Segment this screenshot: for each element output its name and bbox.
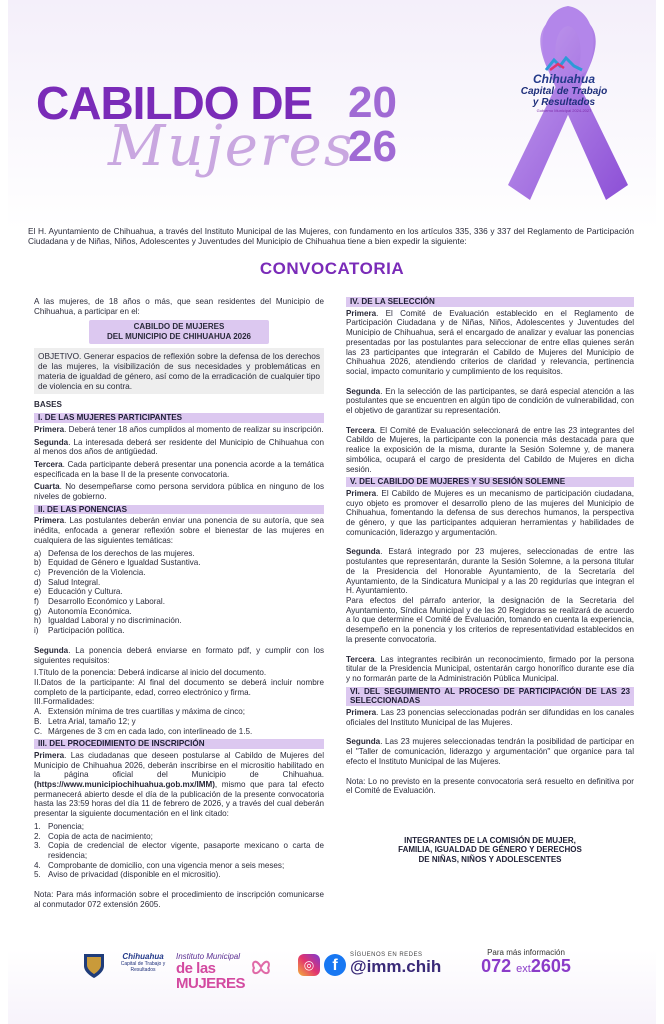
req-2: II.Datos de la participante: Al final del documento se deberá incluir nombre completo de la participante, edad, correo electrónico y firma.: [34, 677, 324, 697]
sign-line-2: FAMILIA, IGUALDAD DE GÉNERO Y DERECHOS: [398, 845, 582, 855]
logo-tagline-2: y Resultados: [532, 97, 596, 108]
bases-heading: BASES: [34, 400, 62, 410]
section-1-title: I. DE LAS MUJERES PARTICIPANTES: [34, 413, 324, 423]
objetivo-box: OBJETIVO. Generar espacios de reflexión sobre la defensa de los derechos de las mujeres, la visibilización de sus necesidades y problemáticas en materia de igualdad de género, así como de la erradicación de cualquier tipo de violencia en su contra.: [34, 348, 324, 394]
title-cabildo: CABILDO DE: [36, 77, 313, 129]
handle-text[interactable]: @imm.chih: [350, 957, 442, 976]
list-item: B. Letra Arial, tamaño 12; y: [34, 716, 136, 726]
list-item: 4. Comprobante de domicilio, con una vigencia menor a seis meses;: [34, 860, 285, 870]
info-label: Para más información: [487, 948, 565, 957]
list-item: 5. Aviso de privacidad (disponible en el micrositio).: [34, 870, 221, 880]
s2-segunda: Segunda. La ponencia deberá enviarse en formato pdf, y cumplir con los siguientes requisitos:: [34, 645, 324, 665]
logo-name: Chihuahua: [533, 72, 595, 86]
s4-segunda: Segunda. En la selección de las participantes, se dará especial atención a las postulantes que se encuentren en algún tipo de condición de vulnerabilidad, con el objetivo de garantizar su representación.: [346, 386, 634, 416]
event-title: [36, 76, 456, 186]
section-5-title: V. DEL CABILDO DE MUJERES Y SU SESIÓN SOLEMNE: [346, 477, 634, 487]
formalidades-list: [34, 707, 324, 736]
invitation: A las mujeres, de 18 años o más, que sean residentes del Municipio de Chihuahua, a participar en el:: [34, 297, 324, 316]
list-item: h) Igualdad Laboral y no discriminación.: [34, 616, 182, 626]
mountains-logo-icon: [544, 56, 584, 72]
year-top: 20: [348, 78, 397, 127]
s4-primera: Primera. El Comité de Evaluación establecido en el Reglamento de Participación Ciudadana y de Niñas, Niños, Adolescentes y Juventudes del Municipio de Chihuahua, será el encargado de analizar y evaluar las ponencias presentadas por las postulantes para seleccionar de entre ellas quienes serán las 23 participantes que integrarán el Cabildo de Mujeres del Municipio de Chihuahua 2026, atendiendo criterios de claridad y relevancia, pertinencia social, impacto comunitario y cumplimiento de los requisitos.: [346, 308, 634, 376]
footer-chih-name: Chihuahua: [122, 952, 164, 961]
s6-segunda: Segunda. Las 23 mujeres seleccionadas tendrán la posibilidad de participar en el "Taller de comunicación, liderazgo y argumentación" que organice para tal efecto el Instituto Municipal de las Mujeres.: [346, 737, 634, 766]
list-item: b) Equidad de Género e Igualdad Sustantiva.: [34, 558, 201, 568]
right-column: [346, 297, 634, 864]
req-1: I.Título de la ponencia: Deberá indicarse al inicio del documento.: [34, 668, 267, 678]
imm-line-1: Instituto Municipal: [176, 952, 241, 961]
s1-segunda: Segunda. La interesada deberá ser residente del Municipio de Chihuahua con al menos dos años de antigüedad.: [34, 437, 324, 457]
s4-tercera: Tercera. El Comité de Evaluación seleccionará de entre las 23 integrantes del Cabildo de Mujeres, la participante con la ponencia más destacada para que realice la exposición de la misma, durante la Sesión Solemne y, de manera simbólica, ocupará el cargo de presidenta del Cabildo de Mujeres en dicha sesión.: [346, 425, 634, 474]
facebook-icon[interactable]: f: [324, 954, 346, 976]
logo-tagline-1: Capital de Trabajo: [520, 86, 608, 97]
s1-primera: Primera. Deberá tener 18 años cumplidos al momento de realizar su inscripción.: [34, 424, 324, 434]
req-3: III.Formalidades:: [34, 697, 95, 707]
event-pill: [89, 320, 269, 344]
instagram-icon[interactable]: ◎: [298, 954, 320, 976]
municipal-shield-icon: [82, 952, 106, 980]
s5-tercera: Tercera. Las integrantes recibirán un reconocimiento, firmado por la persona titular de la Presidencia Municipal, ostentarán cargo honorífico durante ese día y no formarán parte de la Administración Pública Municipal.: [346, 654, 634, 683]
s3-primera: Primera. Las ciudadanas que deseen postularse al Cabildo de Mujeres del Municipio de Chihuahua 2026, deberán inscribirse en el micrositio habilitado en la página oficial del Municipio de Chihuahua. (https://www.municipiochihuahua.gob.mx/IMM), mismo que para tal efecto permanecerá abierto desde el día de la publicación de la presente convocatoria hasta las 23:59 horas del día 11 de febrero de 2026, y a través del cual deberán presentar la siguiente documentación en el link citado:: [34, 750, 324, 819]
s1-tercera: Tercera. Cada participante deberá presentar una ponencia acorde a la temática especificada en la base II de la presente convocatoria.: [34, 459, 324, 479]
list-item: e) Educación y Cultura.: [34, 587, 123, 597]
butterfly-icon: [250, 956, 272, 978]
s5-primera: Primera. El Cabildo de Mujeres es un mecanismo de participación ciudadana, cuyo objeto es promover el desarrollo pleno de las mujeres del Municipio de Chihuahua, fomentando la defensa de sus derechos humanos, la perspectiva de género, y que las participantes adquieran herramientas y habilidades de comunicación, liderazgo y argumentación.: [346, 488, 634, 537]
year-bottom: 26: [348, 122, 397, 171]
section-3-title: III. DEL PROCEDIMIENTO DE INSCRIPCIÓN: [34, 739, 324, 749]
s6-primera: Primera. Las 23 ponencias seleccionadas podrán ser difundidas en los canales oficiales del Instituto Municipal de las Mujeres.: [346, 708, 634, 727]
left-nota: Nota: Para más información sobre el procedimiento de inscripción comunicarse al conmutador 072 extensión 2605.: [34, 890, 324, 909]
social-handle: [350, 952, 441, 976]
left-column: [34, 297, 324, 912]
s2-primera: Primera. Las postulantes deberán enviar una ponencia de su autoría, que sea inédita, enfocada a generar reflexión sobre el bienestar de las mujeres en cualquiera de las siguientes temáticas:: [34, 516, 324, 545]
chihuahua-logo: [514, 56, 614, 113]
footer-chihuahua-logo: [114, 952, 172, 973]
social-label: SÍGUENOS EN REDES: [350, 952, 423, 958]
list-item: 3. Copia de credencial de elector vigente, pasaporte mexicano o carta de residencia;: [34, 841, 324, 860]
s5-segunda: Segunda. Estará integrado por 23 mujeres, seleccionadas de entre las postulantes que representarán, durante la Sesión Solemne, a la persona titular de la Presidencia del Honorable Ayuntamiento, de la Secretaría del Ayuntamiento, de la Sindicatura Municipal y a las 20 regidurías que integran el H. Ayuntamiento.: [346, 547, 634, 596]
footer: [8, 944, 656, 990]
list-item: 1. Ponencia;: [34, 821, 84, 831]
topics-list: [34, 549, 324, 636]
phone-number: 072 ext2605: [481, 956, 571, 976]
footer-chih-tag: Capital de Trabajo y Resultados: [120, 961, 166, 973]
convocatoria-heading: CONVOCATORIA: [259, 259, 405, 278]
title-mujeres: Mujeres: [108, 114, 355, 179]
sign-line-1: INTEGRANTES DE LA COMISIÓN DE MUJER,: [404, 835, 576, 845]
phone-info: [470, 948, 582, 979]
s1-cuarta: Cuarta. No desempeñarse como persona servidora pública en ninguno de los niveles de gobierno.: [34, 482, 324, 502]
logo-small: Gobierno Municipal 2024-2027: [536, 108, 592, 113]
imm-line-2: de las MUJERES: [176, 960, 246, 992]
s5-segunda-b: Para efectos del párrafo anterior, la designación de la Secretaria del Ayuntamiento, Síndica Municipal y de las 20 Regidoras se realizará de acuerdo a lo que determine el Comité de Evaluación, tomando en cuenta la experiencia, desempeño en la ponencia y los criterios de representatividad establecidos en la presente convocatoria.: [346, 595, 634, 644]
micrositio-link[interactable]: (https://www.municipiochihuahua.gob.mx/IMM): [34, 780, 215, 790]
list-item: i) Participación política.: [34, 626, 125, 636]
documents-list: [34, 822, 324, 880]
section-4-title: IV. DE LA SELECCIÓN: [346, 297, 634, 307]
section-6-title: VI. DEL SEGUIMIENTO AL PROCESO DE PARTICIPACIÓN DE LAS 23 SELECCIONADAS: [346, 687, 634, 706]
section-2-title: II. DE LAS PONENCIAS: [34, 505, 324, 515]
list-item: g) Autonomía Económica.: [34, 606, 132, 616]
sign-line-3: DE NIÑAS, NIÑOS Y ADOLESCENTES: [418, 854, 562, 864]
pill-line-2: DEL MUNICIPIO DE CHIHUAHUA 2026: [106, 332, 252, 342]
pill-line-1: CABILDO DE MUJERES: [133, 322, 225, 332]
list-item: c) Prevención de la Violencia.: [34, 567, 146, 577]
list-item: f) Desarrollo Económico y Laboral.: [34, 597, 165, 607]
right-nota: Nota: Lo no previsto en la presente convocatoria será resuelto en definitiva por el Comité de Evaluación.: [346, 776, 634, 796]
list-item: A. Extensión mínima de tres cuartillas y máxima de cinco;: [34, 707, 246, 717]
list-item: a) Defensa de los derechos de las mujeres.: [34, 548, 195, 558]
poster: [8, 0, 656, 1024]
list-item: 2. Copia de acta de nacimiento;: [34, 831, 153, 841]
list-item: C. Márgenes de 3 cm en cada lado, con interlineado de 1.5.: [34, 726, 253, 736]
intro-paragraph: El H. Ayuntamiento de Chihuahua, a través del Instituto Municipal de las Mujeres, con fundamento en los artículos 335, 336 y 337 del Reglamento de Participación Ciudadana y de Niñas, Niños, Adolescentes y Juventudes del Municipio de Chihuahua tiene a bien expedir la siguiente:: [28, 226, 634, 247]
list-item: d) Salud Integral.: [34, 577, 101, 587]
signature-block: [346, 836, 634, 865]
